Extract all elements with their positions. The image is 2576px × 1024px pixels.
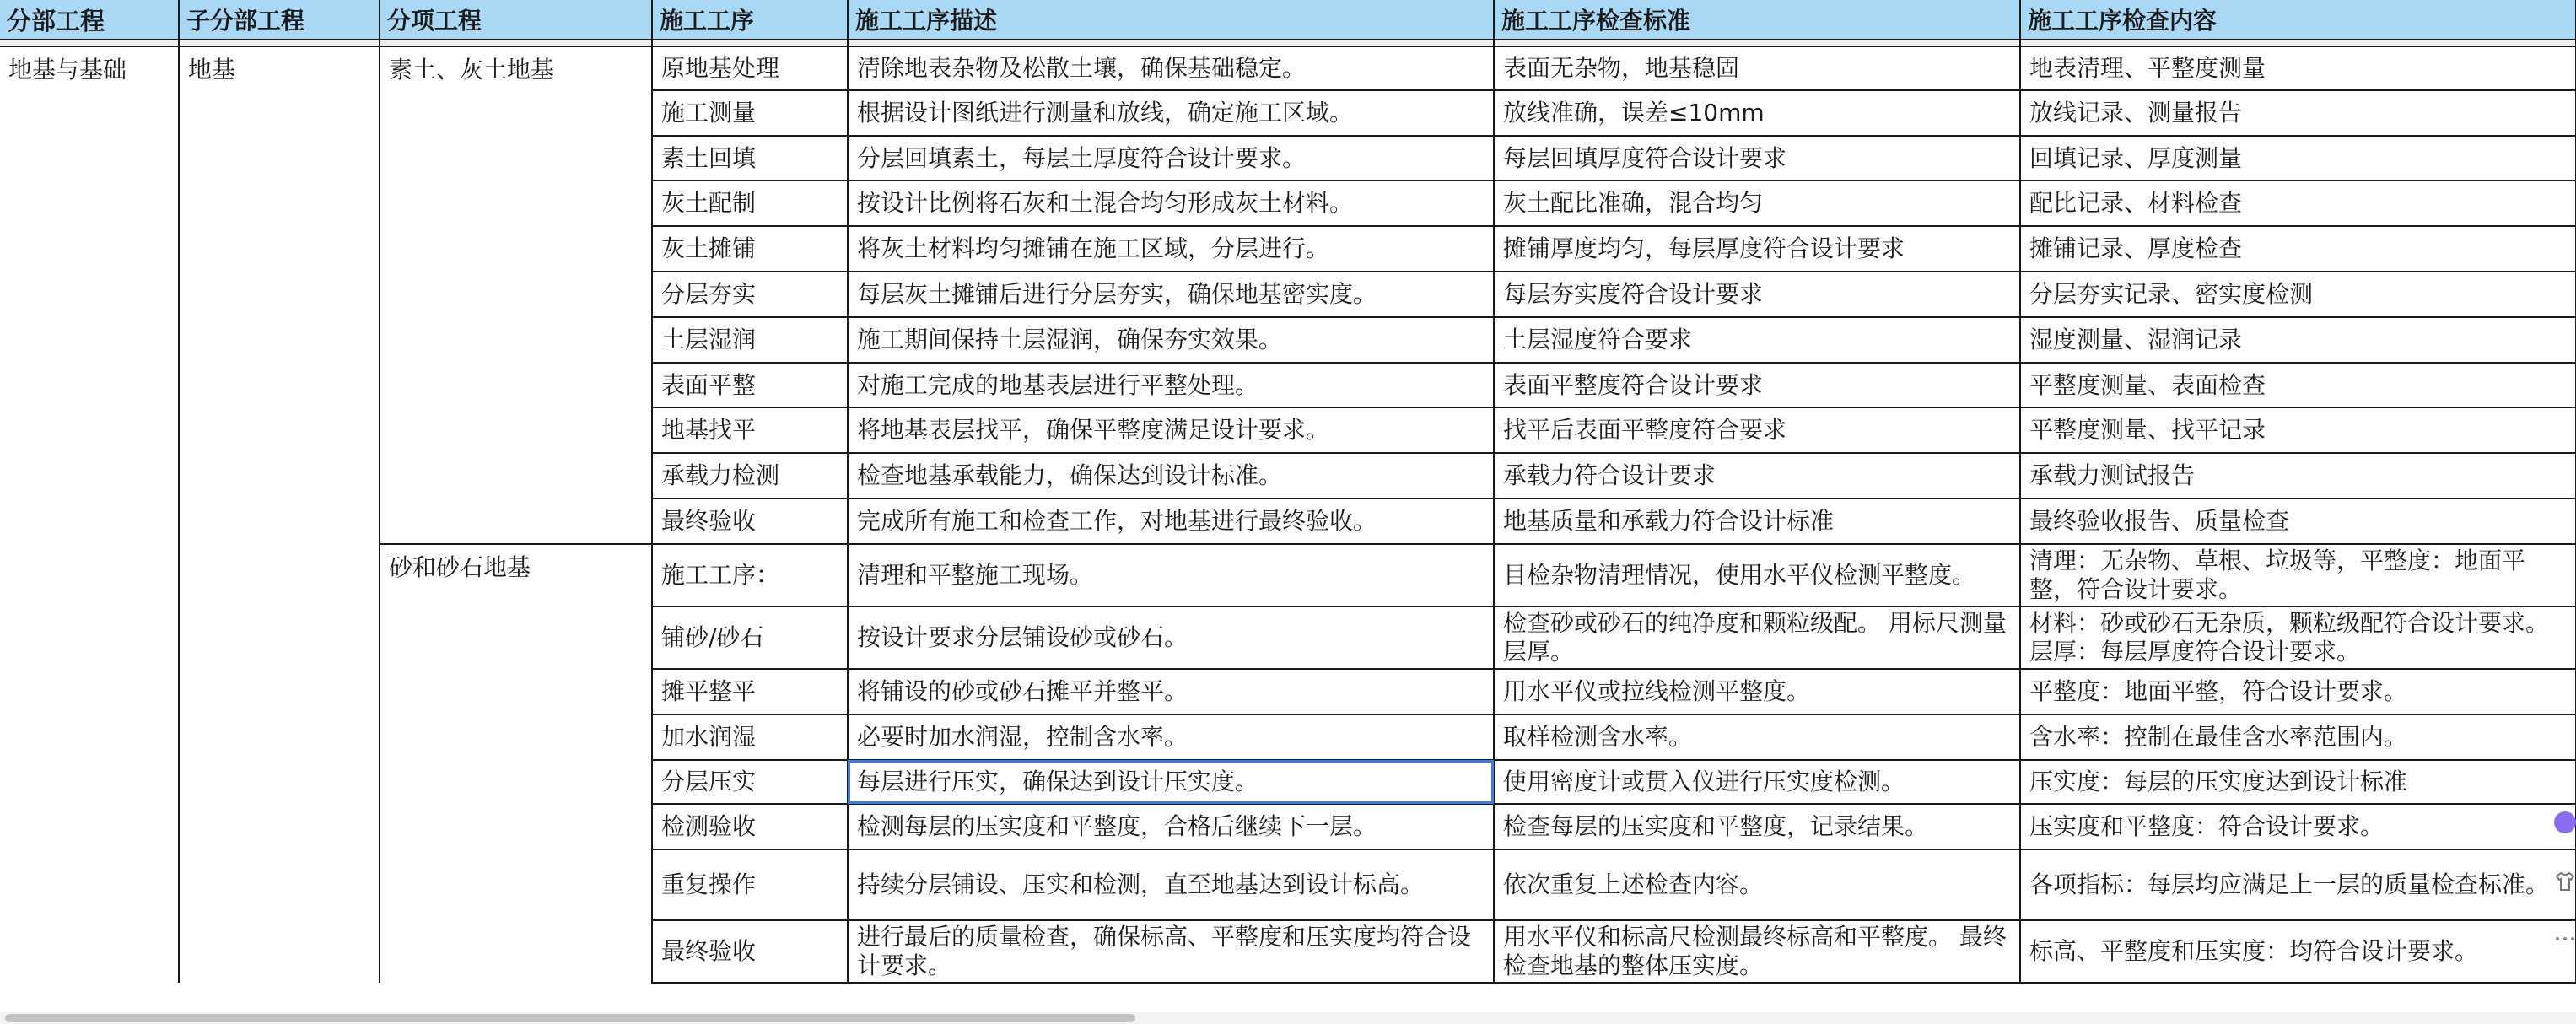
process-cell[interactable]: 重复操作: [652, 849, 848, 920]
process-cell[interactable]: 铺砂/砂石: [652, 606, 848, 669]
standard-cell[interactable]: 检查砂或砂石的纯净度和颗粒级配。 用标尺测量层厚。: [1494, 606, 2020, 669]
header-item[interactable]: 分项工程: [380, 0, 652, 40]
process-cell[interactable]: 素土回填: [652, 136, 848, 181]
description-cell[interactable]: 根据设计图纸进行测量和放线，确定施工区域。: [848, 90, 1494, 136]
process-cell[interactable]: 地基找平: [652, 407, 848, 453]
description-cell[interactable]: 分层回填素土，每层土厚度符合设计要求。: [848, 136, 1494, 181]
content-cell[interactable]: 清理：无杂物、草根、垃圾等，平整度：地面平整，符合设计要求。: [2020, 544, 2576, 606]
content-cell[interactable]: 材料：砂或砂石无杂质，颗粒级配符合设计要求。 层厚：每层厚度符合设计要求。: [2020, 606, 2576, 669]
standard-cell[interactable]: 土层湿度符合要求: [1494, 317, 2020, 363]
description-cell[interactable]: 完成所有施工和检查工作，对地基进行最终验收。: [848, 499, 1494, 544]
process-cell[interactable]: 灰土摊铺: [652, 226, 848, 272]
standard-cell[interactable]: 地基质量和承载力符合设计标准: [1494, 499, 2020, 544]
content-cell[interactable]: 配比记录、材料检查: [2020, 181, 2576, 226]
content-cell[interactable]: 承载力测试报告: [2020, 453, 2576, 499]
standard-cell[interactable]: 表面无杂物，地基稳固: [1494, 46, 2020, 90]
frozen-divider: [0, 40, 2576, 46]
process-cell[interactable]: 分层夯实: [652, 272, 848, 317]
subdivision-cell[interactable]: 地基: [179, 46, 380, 983]
content-cell[interactable]: 压实度和平整度：符合设计要求。: [2020, 804, 2576, 849]
side-toolbar: [2551, 801, 2576, 987]
content-cell[interactable]: 平整度测量、找平记录: [2020, 407, 2576, 453]
process-cell[interactable]: 承载力检测: [652, 453, 848, 499]
content-cell[interactable]: 地表清理、平整度测量: [2020, 46, 2576, 90]
table-row: [0, 46, 2576, 90]
header-content[interactable]: 施工工序检查内容: [2020, 0, 2576, 40]
content-cell[interactable]: 摊铺记录、厚度检查: [2020, 226, 2576, 272]
description-cell[interactable]: 将灰土材料均匀摊铺在施工区域，分层进行。: [848, 226, 1494, 272]
description-cell[interactable]: 进行最后的质量检查，确保标高、平整度和压实度均符合设计要求。: [848, 920, 1494, 983]
process-cell[interactable]: 灰土配制: [652, 181, 848, 226]
item-cell[interactable]: 砂和砂石地基: [380, 544, 652, 983]
division-cell[interactable]: 地基与基础: [0, 46, 179, 983]
standard-cell[interactable]: 每层回填厚度符合设计要求: [1494, 136, 2020, 181]
process-cell[interactable]: 摊平整平: [652, 669, 848, 714]
item-cell[interactable]: 素土、灰土地基: [380, 46, 652, 544]
standard-cell[interactable]: 取样检测含水率。: [1494, 714, 2020, 760]
standard-cell[interactable]: 依次重复上述检查内容。: [1494, 849, 2020, 920]
content-cell[interactable]: 湿度测量、湿润记录: [2020, 317, 2576, 363]
standard-cell[interactable]: 每层夯实度符合设计要求: [1494, 272, 2020, 317]
process-cell[interactable]: 施工工序：: [652, 544, 848, 606]
shirt-icon[interactable]: [2554, 870, 2576, 892]
description-cell[interactable]: 持续分层铺设、压实和检测，直至地基达到设计标高。: [848, 849, 1494, 920]
process-cell[interactable]: 原地基处理: [652, 46, 848, 90]
description-cell[interactable]: 清理和平整施工现场。: [848, 544, 1494, 606]
standard-cell[interactable]: 目检杂物清理情况，使用水平仪检测平整度。: [1494, 544, 2020, 606]
header-subdivision[interactable]: 子分部工程: [179, 0, 380, 40]
header-description[interactable]: 施工工序描述: [848, 0, 1494, 40]
more-icon[interactable]: [2554, 928, 2576, 950]
standard-cell[interactable]: 使用密度计或贯入仪进行压实度检测。: [1494, 760, 2020, 804]
content-cell[interactable]: 压实度：每层的压实度达到设计标准: [2020, 760, 2576, 804]
standard-cell[interactable]: 用水平仪或拉线检测平整度。: [1494, 669, 2020, 714]
description-cell[interactable]: 施工期间保持土层湿润，确保夯实效果。: [848, 317, 1494, 363]
standard-cell[interactable]: 放线准确，误差≤10mm: [1494, 90, 2020, 136]
content-cell[interactable]: 平整度测量、表面检查: [2020, 363, 2576, 407]
standard-cell[interactable]: 检查每层的压实度和平整度，记录结果。: [1494, 804, 2020, 849]
description-cell[interactable]: 将地基表层找平，确保平整度满足设计要求。: [848, 407, 1494, 453]
standard-cell[interactable]: 摊铺厚度均匀，每层厚度符合设计要求: [1494, 226, 2020, 272]
process-cell[interactable]: 表面平整: [652, 363, 848, 407]
description-cell[interactable]: 将铺设的砂或砂石摊平并整平。: [848, 669, 1494, 714]
process-cell[interactable]: 加水润湿: [652, 714, 848, 760]
horizontal-scrollbar[interactable]: [0, 1012, 2576, 1024]
standard-cell[interactable]: 找平后表面平整度符合要求: [1494, 407, 2020, 453]
description-cell[interactable]: 清除地表杂物及松散土壤，确保基础稳定。: [848, 46, 1494, 90]
content-cell[interactable]: 标高、平整度和压实度：均符合设计要求。: [2020, 920, 2576, 983]
scrollbar-thumb[interactable]: [5, 1014, 1135, 1022]
content-cell[interactable]: 放线记录、测量报告: [2020, 90, 2576, 136]
process-cell[interactable]: 最终验收: [652, 499, 848, 544]
standard-cell[interactable]: 灰土配比准确，混合均匀: [1494, 181, 2020, 226]
process-cell[interactable]: 最终验收: [652, 920, 848, 983]
content-cell[interactable]: 各项指标：每层均应满足上一层的质量检查标准。: [2020, 849, 2576, 920]
standard-cell[interactable]: 表面平整度符合设计要求: [1494, 363, 2020, 407]
description-cell[interactable]: 对施工完成的地基表层进行平整处理。: [848, 363, 1494, 407]
header-row: [0, 0, 2576, 40]
header-standard[interactable]: 施工工序检查标准: [1494, 0, 2020, 40]
table-row: [0, 544, 2576, 606]
description-cell[interactable]: 每层进行压实，确保达到设计压实度。: [848, 760, 1494, 804]
description-cell[interactable]: 检测每层的压实度和平整度，合格后继续下一层。: [848, 804, 1494, 849]
process-cell[interactable]: 土层湿润: [652, 317, 848, 363]
description-cell[interactable]: 按设计比例将石灰和土混合均匀形成灰土材料。: [848, 181, 1494, 226]
content-cell[interactable]: 分层夯实记录、密实度检测: [2020, 272, 2576, 317]
content-cell[interactable]: 含水率：控制在最佳含水率范围内。: [2020, 714, 2576, 760]
content-cell[interactable]: 平整度：地面平整，符合设计要求。: [2020, 669, 2576, 714]
description-cell[interactable]: 每层灰土摊铺后进行分层夯实，确保地基密实度。: [848, 272, 1494, 317]
process-cell[interactable]: 施工测量: [652, 90, 848, 136]
standard-cell[interactable]: 用水平仪和标高尺检测最终标高和平整度。 最终检查地基的整体压实度。: [1494, 920, 2020, 983]
description-cell[interactable]: 必要时加水润湿，控制含水率。: [848, 714, 1494, 760]
process-cell[interactable]: 检测验收: [652, 804, 848, 849]
content-cell[interactable]: 最终验收报告、质量检查: [2020, 499, 2576, 544]
description-cell[interactable]: 检查地基承载能力，确保达到设计标准。: [848, 453, 1494, 499]
description-cell[interactable]: 按设计要求分层铺设砂或砂石。: [848, 606, 1494, 669]
ai-assistant-icon[interactable]: [2554, 811, 2576, 833]
process-cell[interactable]: 分层压实: [652, 760, 848, 804]
header-process[interactable]: 施工工序: [652, 0, 848, 40]
content-cell[interactable]: 回填记录、厚度测量: [2020, 136, 2576, 181]
standard-cell[interactable]: 承载力符合设计要求: [1494, 453, 2020, 499]
header-division[interactable]: 分部工程: [0, 0, 179, 40]
